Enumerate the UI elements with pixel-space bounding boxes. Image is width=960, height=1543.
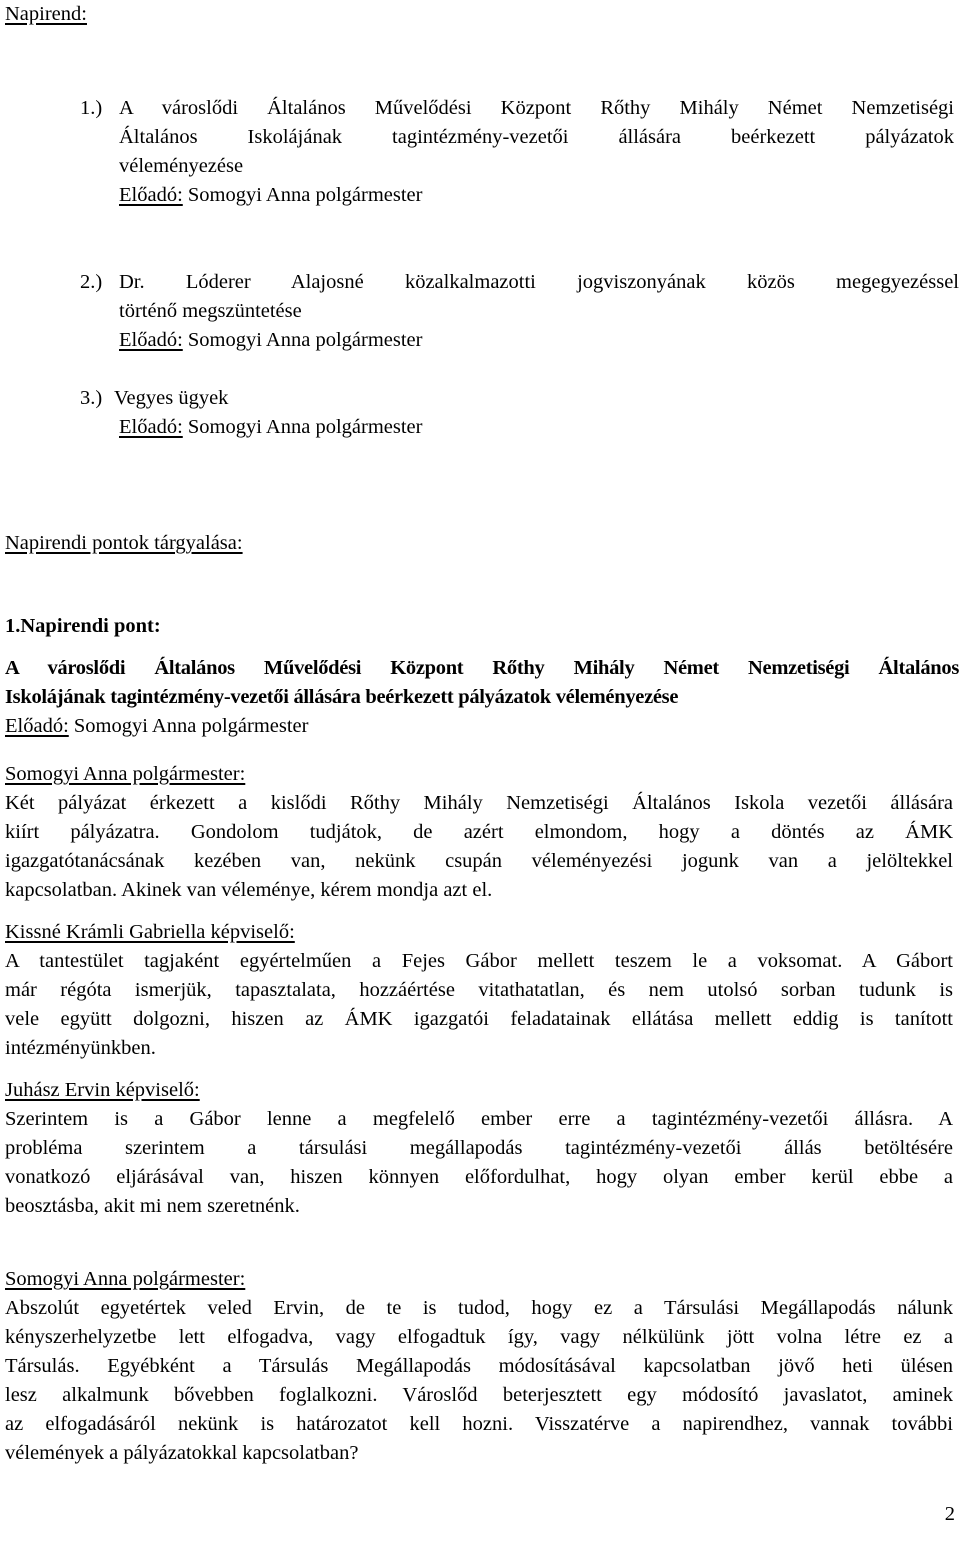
presenter-name: Somogyi Anna polgármester [73, 715, 309, 737]
speech-line: A tantestület tagjaként egyértelműen a Fejes Gábor mellett teszem le a voksomat. A Gábort [5, 950, 953, 972]
point-title-line-1: A városlődi Általános Művelődési Központ Rőthy Mihály Német Nemzetiségi Általános [5, 657, 959, 679]
speech-line: beosztásba, akit mi nem szeretnénk. [5, 1195, 300, 1217]
agenda-item-1-title-line-2: Általános Iskolájának tagintézmény-vezetői állására beérkezett pályázatok [119, 126, 954, 148]
speaker-name: Somogyi Anna polgármester: [5, 1268, 246, 1290]
speaker-name: Juhász Ervin képviselő: [5, 1079, 200, 1101]
presenter-label: Előadó: [5, 715, 69, 737]
agenda-item-2-number: 2.) [80, 271, 103, 293]
presenter-name: Somogyi Anna polgármester [187, 416, 423, 438]
speech-line: lesz alkalmunk bővebben foglalkozni. Városlőd beterjesztett egy módosító javaslatot, aminek [5, 1384, 953, 1406]
speech-text [5, 1105, 953, 1221]
speaker-name: Kissné Krámli Gabriella képviselő: [5, 921, 295, 943]
point-presenter [5, 712, 308, 741]
agenda-item-1-title-line-1: A városlődi Általános Művelődési Központ Rőthy Mihály Német Nemzetiségi [119, 97, 954, 119]
speech-line: igazgatótanácsának kezében van, nekünk csupán véleményezési jogunk van a jelöltekkel [5, 850, 953, 872]
speech-line: kiírt pályázatra. Gondolom tudjátok, de azért elmondom, hogy a döntés az ÁMK [5, 821, 953, 843]
agenda-item-2-title-line-2: történő megszüntetése [119, 300, 302, 322]
speech-line: az elfogadásáról nekünk is határozatot kell hozni. Visszatérve a napirendhez, vannak további [5, 1413, 953, 1435]
agenda-item-3-number: 3.) [80, 387, 103, 409]
speech-line: Két pályázat érkezett a kislődi Rőthy Mihály Nemzetiségi Általános Iskola vezetői állására [5, 792, 953, 814]
discussion-heading: Napirendi pontok tárgyalása: [5, 532, 243, 554]
speech-line: már régóta ismerjük, tapasztalata, hozzáértése vitathatatlan, és nem utolsó sorban tudunk is [5, 979, 953, 1001]
speech-line: intézményünkben. [5, 1037, 156, 1059]
speech-line: Szerintem is a Gábor lenne a megfelelő ember erre a tagintézmény-vezetői állásra. A [5, 1108, 953, 1130]
speech-line: vélemények a pályázatokkal kapcsolatban? [5, 1442, 359, 1464]
presenter-name: Somogyi Anna polgármester [187, 329, 423, 351]
speech-line: vonatkozó eljárásával van, hiszen könnyen előfordulhat, hogy olyan ember kerül ebbe a [5, 1166, 953, 1188]
agenda-item-2-presenter [119, 326, 422, 355]
point-title-line-2: Iskolájának tagintézmény-vezetői állására beérkezett pályázatok véleményezése [5, 686, 679, 708]
speech-text [5, 789, 953, 905]
presenter-label: Előadó: [119, 416, 183, 438]
speech-text [5, 1294, 953, 1468]
presenter-label: Előadó: [119, 329, 183, 351]
agenda-item-3-title: Vegyes ügyek [114, 387, 229, 409]
speech-line: Társulás. Egyébként a Társulás Megállapodás módosításával kapcsolatban jövő heti ülésen [5, 1355, 953, 1377]
speech-line: vele együtt dolgozni, hiszen az ÁMK igazgatói feladatainak ellátása mellett eddig is tanított [5, 1008, 953, 1030]
speech-line: probléma szerintem a társulási megállapodás tagintézmény-vezetői állás betöltésére [5, 1137, 953, 1159]
agenda-item-1-title-line-3: véleményezése [119, 155, 244, 177]
point-heading: 1.Napirendi pont: [5, 615, 161, 637]
presenter-name: Somogyi Anna polgármester [187, 184, 423, 206]
speech-text [5, 947, 953, 1063]
speech-line: kapcsolatban. Akinek van véleménye, kérem mondja azt el. [5, 879, 493, 901]
agenda-item-2-title-line-1: Dr. Lóderer Alajosné közalkalmazotti jogviszonyának közös megegyezéssel [119, 271, 959, 293]
agenda-item-1-number: 1.) [80, 97, 103, 119]
presenter-label: Előadó: [119, 184, 183, 206]
speech-line: kényszerhelyzetbe lett elfogadva, vagy elfogadtuk így, vagy nélkülünk jött volna létre ez a [5, 1326, 953, 1348]
speaker-name: Somogyi Anna polgármester: [5, 763, 246, 785]
agenda-heading: Napirend: [5, 3, 87, 25]
page-number: 2 [944, 1503, 955, 1525]
speech-line: Abszolút egyetértek veled Ervin, de te is tudod, hogy ez a Társulási Megállapodás nálunk [5, 1297, 953, 1319]
agenda-item-3-presenter [119, 413, 422, 442]
agenda-item-1-presenter [119, 181, 422, 210]
